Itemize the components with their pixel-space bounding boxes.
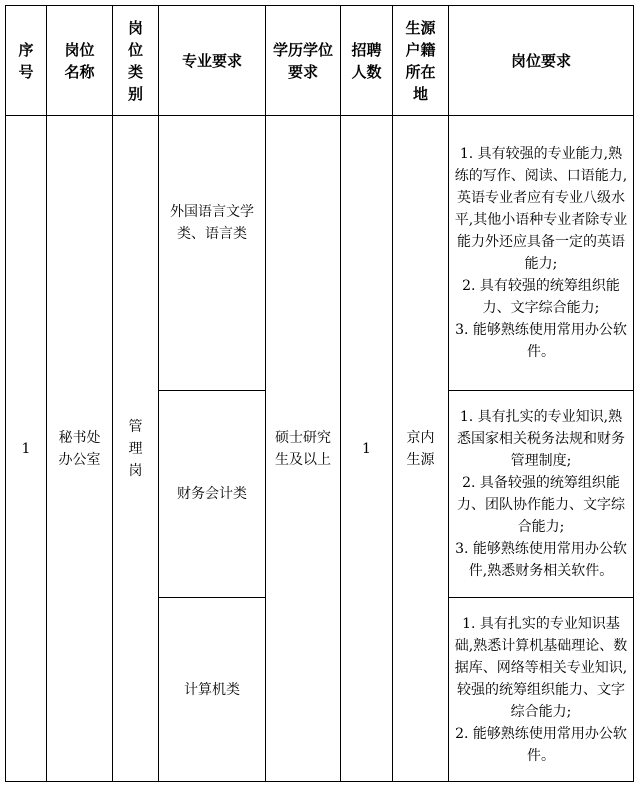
header-recruit-count: 招聘人数 — [341, 6, 393, 116]
cell-post-category: 管理岗 — [113, 116, 159, 782]
header-seq: 序号 — [6, 6, 47, 116]
cell-origin: 京内生源 — [393, 116, 449, 782]
header-origin: 生源户籍所在地 — [393, 6, 449, 116]
table-row — [6, 116, 634, 391]
requirement-item: 2. 能够熟练使用常用办公软件。 — [455, 725, 627, 764]
requirement-item: 1. 具有扎实的专业知识,熟悉国家相关税务法规和财务管理制度; — [457, 409, 625, 469]
header-major: 专业要求 — [159, 6, 266, 116]
header-education: 学历学位要求 — [266, 6, 341, 116]
requirement-item: 2. 具备较强的统筹组织能力、团队协作能力、文字综合能力; — [457, 475, 625, 535]
recruitment-table — [5, 5, 634, 782]
cell-education: 硕士研究生及以上 — [266, 116, 341, 782]
cell-major: 财务会计类 — [159, 391, 266, 598]
cell-recruit-count: 1 — [341, 116, 393, 782]
header-row — [6, 6, 634, 116]
requirement-item: 3. 能够熟练使用常用办公软件。 — [455, 322, 627, 360]
cell-major: 外国语言文学类、语言类 — [159, 116, 266, 391]
header-requirements: 岗位要求 — [449, 6, 634, 116]
cell-requirements — [449, 116, 634, 391]
cell-requirements — [449, 391, 634, 598]
requirement-item: 1. 具有扎实的专业知识基础,熟悉计算机基础理论、数据库、网络等相关专业知识,较强的统筹组织能力、文字综合能力; — [454, 615, 628, 720]
cell-requirements — [449, 598, 634, 782]
header-post-name: 岗位名称 — [47, 6, 113, 116]
cell-major: 计算机类 — [159, 598, 266, 782]
header-post-category: 岗位类别 — [113, 6, 159, 116]
requirement-item: 2. 具有较强的统筹组织能力、文字综合能力; — [462, 278, 620, 316]
cell-post-name: 秘书处办公室 — [47, 116, 113, 782]
cell-seq: 1 — [6, 116, 47, 782]
requirement-item: 1. 具有较强的专业能力,熟练的写作、阅读、口语能力,英语专业者应有专业八级水平,其他小语种专业者除专业能力外还应具备一定的英语能力; — [454, 146, 628, 272]
requirement-item: 3. 能够熟练使用常用办公软件,熟悉财务相关软件。 — [455, 541, 627, 579]
